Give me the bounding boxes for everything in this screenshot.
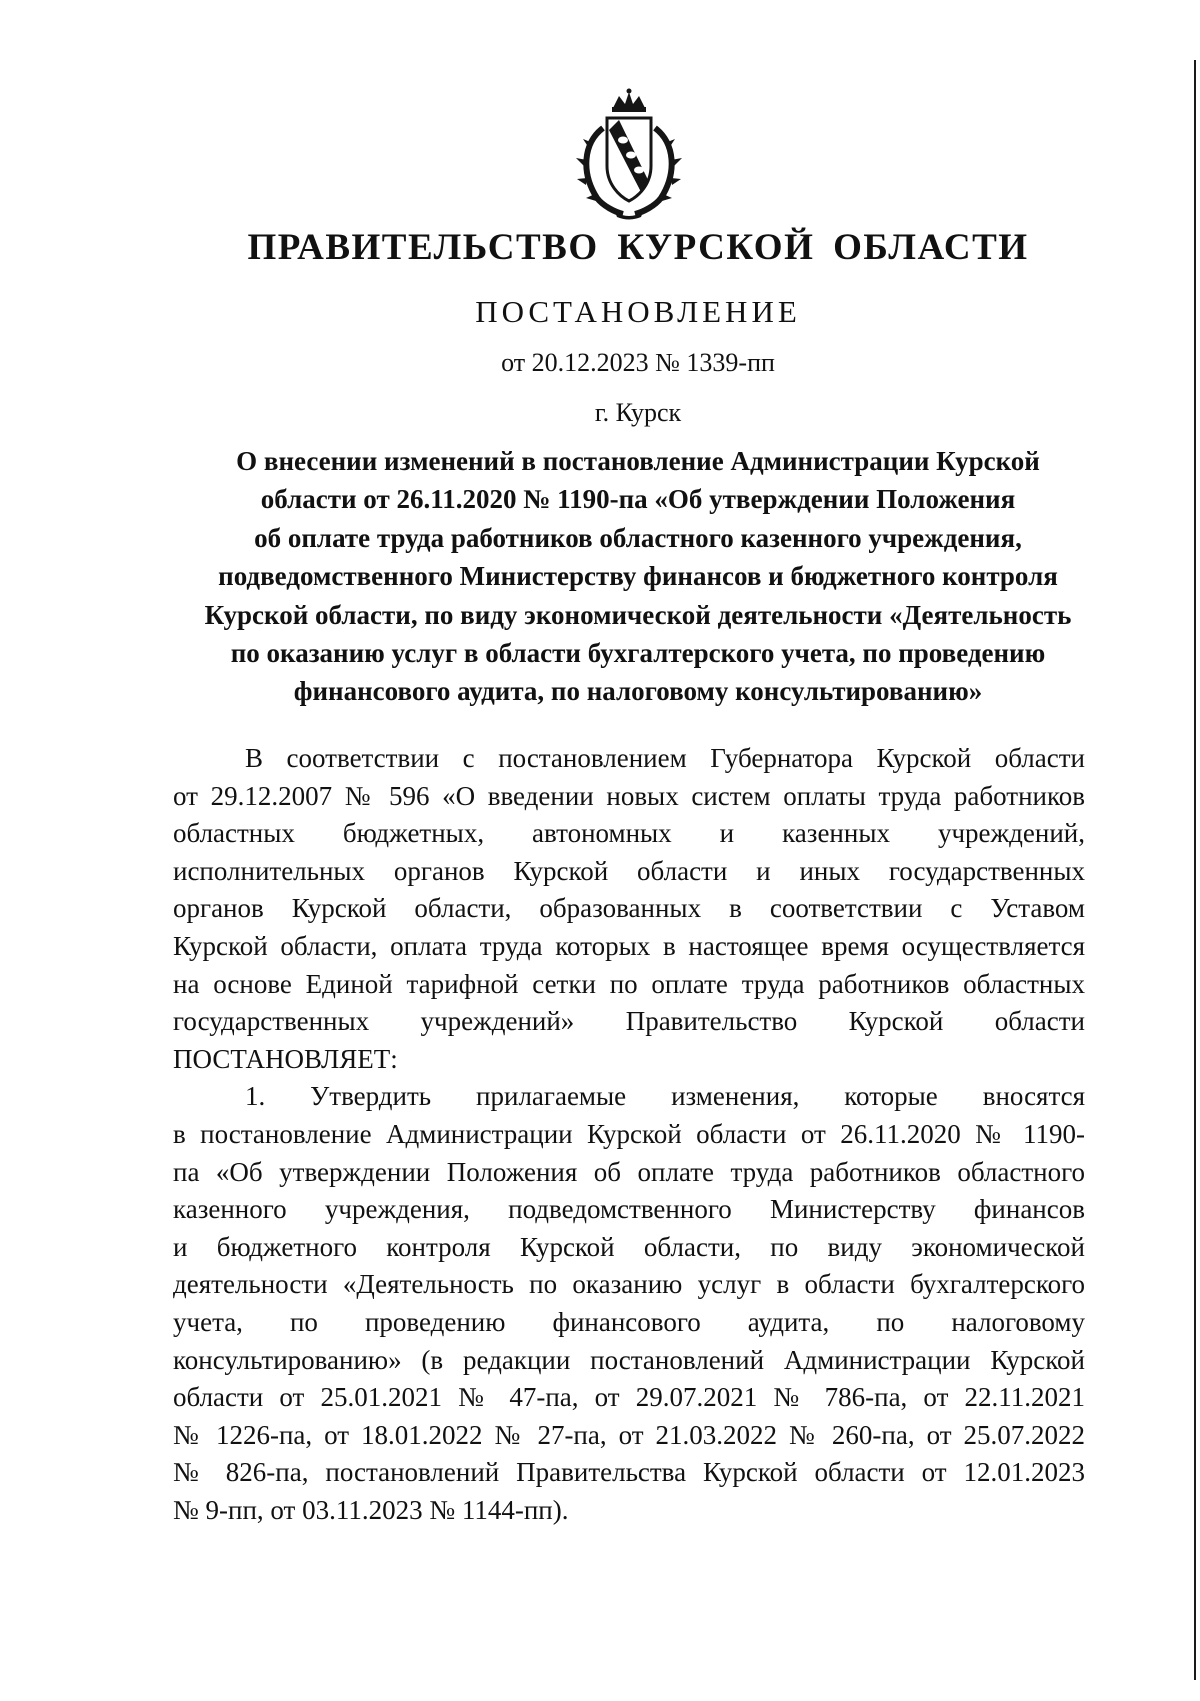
document-date-number: от 20.12.2023 № 1339-пп — [501, 348, 775, 377]
kursk-coat-of-arms-icon — [563, 88, 695, 220]
document-body — [173, 740, 1085, 1529]
document-type: ПОСТАНОВЛЕНИЕ — [475, 294, 801, 329]
document-subject — [165, 442, 1111, 711]
government-title: ПРАВИТЕЛЬСТВО КУРСКОЙ ОБЛАСТИ — [247, 227, 1029, 268]
body-line: казенного учреждения, подведомственного Министерству финансов — [173, 1194, 1085, 1225]
subject-line: об оплате труда работников областного казенного учреждения, — [254, 522, 1022, 553]
body-line: Курской области, оплата труда которых в настоящее время осуществляется — [173, 930, 1085, 961]
body-line: № 1226-па, от 18.01.2022 № 27-па, от 21.03.2022 № 260-па, от 25.07.2022 — [173, 1419, 1085, 1450]
preamble-paragraph — [173, 740, 1085, 1078]
body-line: деятельности «Деятельность по оказанию услуг в области бухгалтерского — [173, 1269, 1085, 1300]
body-line: учета, по проведению финансового аудита, по налоговому — [173, 1306, 1085, 1337]
body-line: и бюджетного контроля Курской области, по виду экономической — [173, 1231, 1085, 1262]
body-line: № 9-пп, от 03.11.2023 № 1144-пп). — [173, 1494, 569, 1525]
body-line: на основе Единой тарифной сетки по оплате труда работников областных — [173, 968, 1085, 999]
body-line: па «Об утверждении Положения об оплате труда работников областного — [173, 1156, 1085, 1187]
body-line: консультированию» (в редакции постановлений Администрации Курской — [173, 1344, 1085, 1375]
body-line: от 29.12.2007 № 596 «О введении новых систем оплаты труда работников — [173, 780, 1085, 811]
subject-line: подведомственного Министерству финансов и бюджетного контроля — [218, 561, 1058, 592]
body-line: области от 25.01.2021 № 47-па, от 29.07.2021 № 786-па, от 22.11.2021 — [173, 1382, 1085, 1413]
body-line: В соответствии с постановлением Губернатора Курской области — [245, 743, 1085, 773]
clause-1-paragraph — [173, 1078, 1085, 1529]
subject-line: Курской области, по виду экономической деятельности «Деятельность — [204, 599, 1072, 630]
body-line: органов Курской области, образованных в соответствии с Уставом — [173, 893, 1085, 924]
subject-line: О внесении изменений в постановление Администрации Курской — [236, 446, 1040, 476]
subject-line: области от 26.11.2020 № 1190-па «Об утверждении Положения — [260, 484, 1016, 515]
body-line: государственных учреждений» Правительство Курской области — [173, 1006, 1085, 1037]
body-line: исполнительных органов Курской области и иных государственных — [173, 855, 1085, 886]
body-line: областных бюджетных, автономных и казенных учреждений, — [173, 818, 1085, 849]
subject-line: финансового аудита, по налоговому консультированию» — [293, 676, 983, 707]
body-line: в постановление Администрации Курской области от 26.11.2020 № 1190- — [173, 1118, 1085, 1149]
document-city: г. Курск — [594, 398, 682, 427]
body-line: № 826-па, постановлений Правительства Курской области от 12.01.2023 — [173, 1457, 1085, 1488]
body-line: ПОСТАНОВЛЯЕТ: — [173, 1043, 398, 1074]
subject-line: по оказанию услуг в области бухгалтерского учета, по проведению — [230, 638, 1046, 669]
body-line: 1. Утвердить прилагаемые изменения, которые вносятся — [245, 1081, 1085, 1112]
